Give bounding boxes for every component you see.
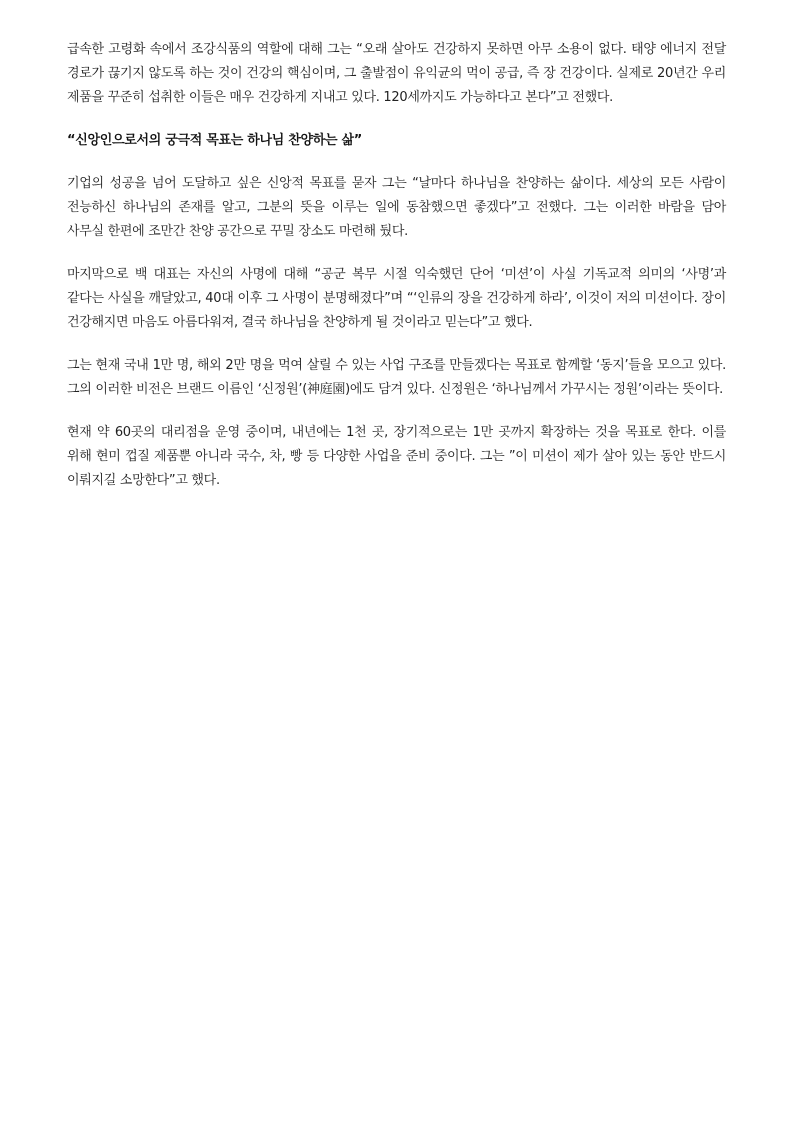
paragraph-4: 그는 현재 국내 1만 명, 해외 2만 명을 먹여 살릴 수 있는 사업 구조를 만들겠다는 목표로 함께할 ‘동지’들을 모으고 있다. 그의 이러한 비전은 브랜드 이름인 ‘신정원’(神庭園)에도 담겨 있다. 신정원은 ‘하나님께서 가꾸시는 정원’이라는 뜻이다. [67,358,726,397]
paragraph-1: 급속한 고령화 속에서 조강식품의 역할에 대해 그는 “오래 살아도 건강하지 못하면 아무 소용이 없다. 태양 에너지 전달 경로가 끊기지 않도록 하는 것이 건강의 핵심이며, 그 출발점이 유익균의 먹이 공급, 즉 장 건강이다. 실제로 20년간 우리 제품을 꾸준히 섭취한 이들은 매우 건강하게 지내고 있다. 120세까지도 가능하다고 본다”고 전했다. [67,42,726,105]
paragraph-2: 기업의 성공을 넘어 도달하고 싶은 신앙적 목표를 묻자 그는 “날마다 하나님을 찬양하는 삶이다. 세상의 모든 사람이 전능하신 하나님의 존재를 알고, 그분의 뜻을 이루는 일에 동참했으면 좋겠다”고 전했다. 그는 이러한 바람을 담아 사무실 한편에 조만간 찬양 공간으로 꾸밀 장소도 마련해 뒀다. [67,176,726,239]
paragraph-3: 마지막으로 백 대표는 자신의 사명에 대해 “공군 복무 시절 익숙했던 단어 ‘미션’이 사실 기독교적 의미의 ‘사명’과 같다는 사실을 깨달았고, 40대 이후 그 사명이 분명해졌다”며 “‘인류의 장을 건강하게 하라’, 이것이 저의 미션이다. 장이 건강해지면 마음도 아름다워져, 결국 하나님을 찬양하게 될 것이라고 믿는다”고 했다. [67,267,726,330]
article-body [67,38,726,512]
paragraph-5: 현재 약 60곳의 대리점을 운영 중이며, 내년에는 1천 곳, 장기적으로는 1만 곳까지 확장하는 것을 목표로 한다. 이를 위해 현미 껍질 제품뿐 아니라 국수, 차, 빵 등 다양한 사업을 준비 중이다. 그는 ”이 미션이 제가 살아 있는 동안 반드시 이뤄지길 소망한다”고 했다. [67,425,726,488]
section-heading: “신앙인으로서의 궁극적 목표는 하나님 찬양하는 삶” [67,133,363,148]
